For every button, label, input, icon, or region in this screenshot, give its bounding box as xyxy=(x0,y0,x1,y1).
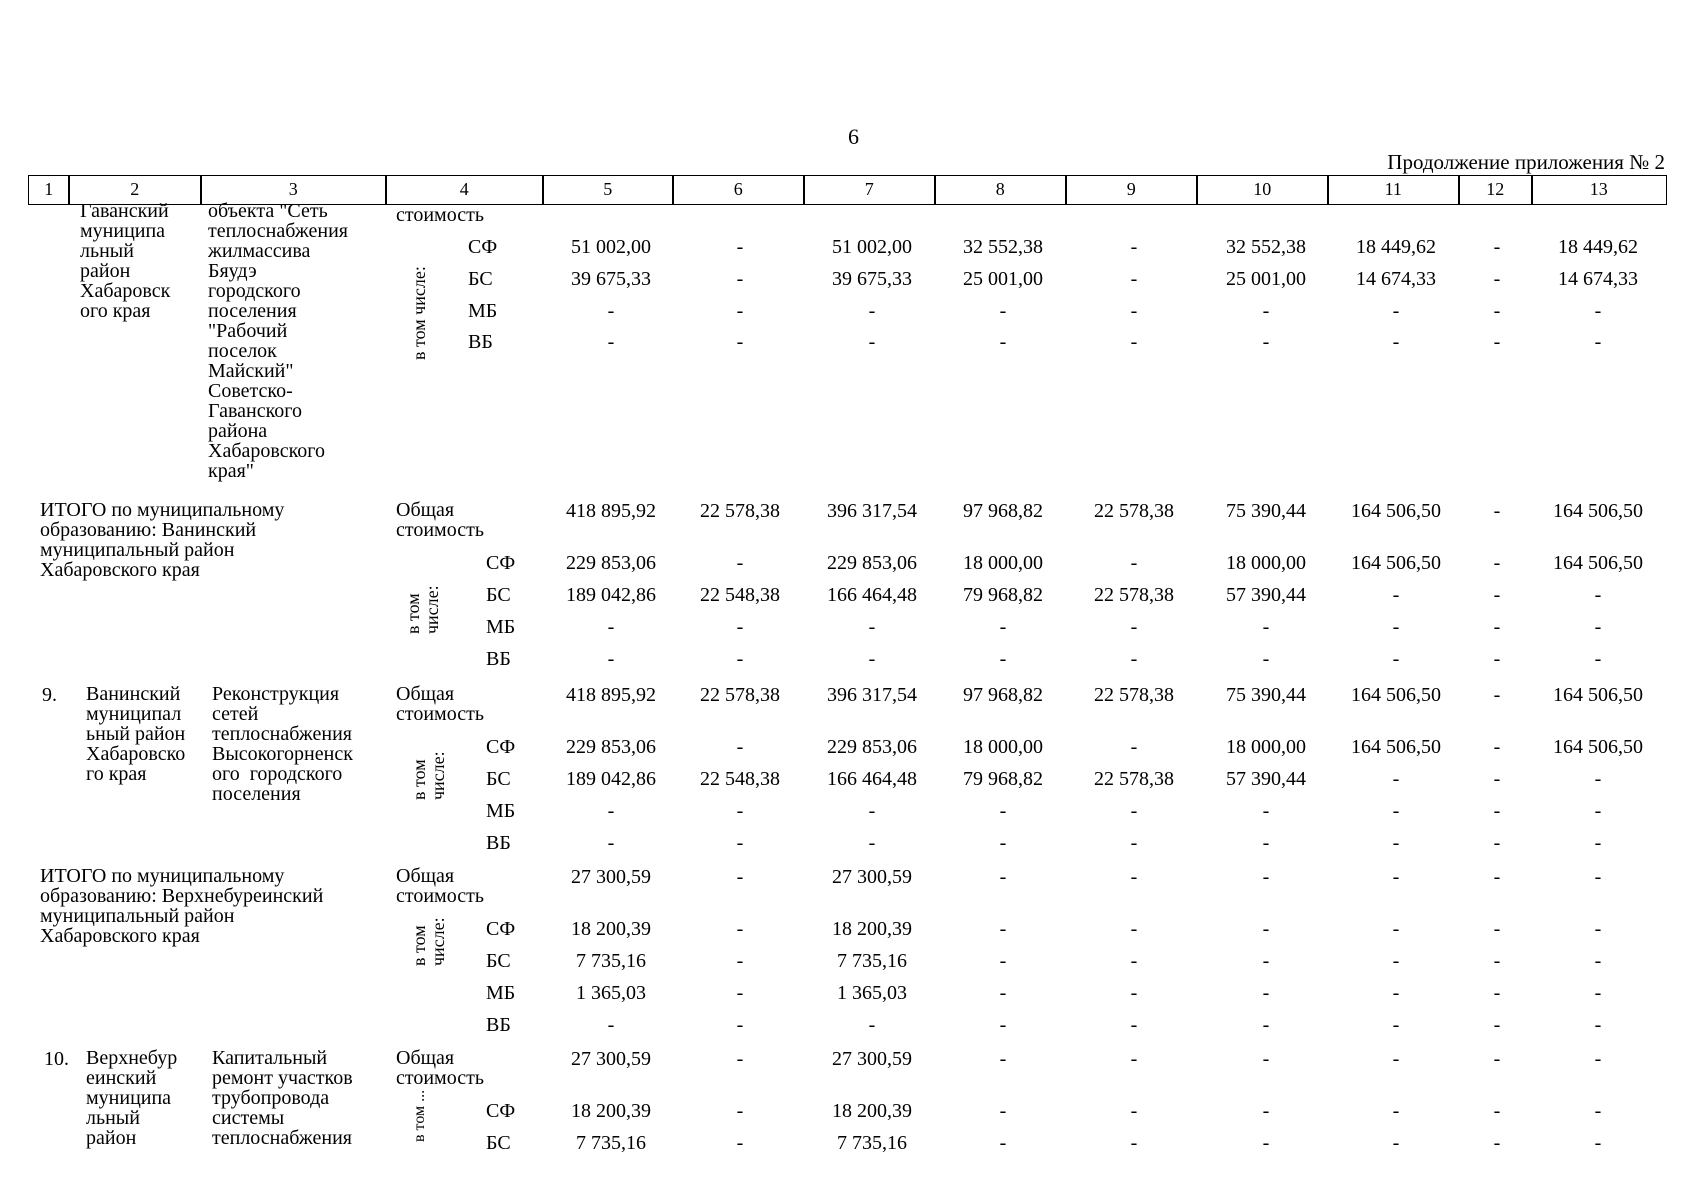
block-3-row-1-cell-13: 164 506,50 xyxy=(1553,736,1643,758)
block-1-row-3-cell-7: - xyxy=(868,300,876,322)
block-5-number: 10. xyxy=(44,1048,69,1070)
block-5-row-1-cell-7: 18 200,39 xyxy=(832,1100,912,1122)
block-1-row-4-cell-7: - xyxy=(868,331,876,353)
block-2-row-3-cell-10: - xyxy=(1262,616,1270,638)
block-1-row-3-cell-13: - xyxy=(1594,300,1602,322)
block-4-row-3-cell-10: - xyxy=(1262,982,1270,1004)
block-2-row-1-cell-11: 164 506,50 xyxy=(1351,552,1441,574)
block-4-row-3-cell-12: - xyxy=(1493,982,1501,1004)
column-header-10: 10 xyxy=(1196,175,1329,205)
block-5-district: Верхнебур еинский муниципа льный район xyxy=(86,1047,178,1149)
block-5-row-1-cell-12: - xyxy=(1493,1100,1501,1122)
block-5-total-row-cell-9: - xyxy=(1130,1048,1138,1070)
block-5-row-2-cell-11: - xyxy=(1392,1132,1400,1154)
block-3-row-2-cell-5: 189 042,86 xyxy=(566,768,656,790)
block-1-row-2-cell-12: - xyxy=(1493,268,1501,290)
block-5-total-row-cell-7: 27 300,59 xyxy=(832,1048,912,1070)
block-4-row-2-cell-7: 7 735,16 xyxy=(837,950,907,972)
block-3-total-row-cell-7: 396 317,54 xyxy=(827,684,917,706)
block-3-row-4-cell-13: - xyxy=(1594,832,1602,854)
block-1-row-3-cell-12: - xyxy=(1493,300,1501,322)
block-2-total-row-cell-11: 164 506,50 xyxy=(1351,500,1441,522)
column-header-5: 5 xyxy=(542,175,674,205)
block-4-total-row-cell-8: - xyxy=(999,866,1007,888)
block-2-total-row-cell-13: 164 506,50 xyxy=(1553,500,1643,522)
block-3-row-1-cell-5: 229 853,06 xyxy=(566,736,656,758)
block-3-total-label: Общая стоимость xyxy=(396,683,484,725)
block-1-fund-1: СФ xyxy=(468,236,498,258)
column-header-9: 9 xyxy=(1065,175,1198,205)
block-5-row-2-cell-10: - xyxy=(1262,1132,1270,1154)
block-4-row-4-cell-13: - xyxy=(1594,1014,1602,1036)
block-2-row-3-cell-12: - xyxy=(1493,616,1501,638)
block-5-object: Капитальный ремонт участков трубопровода системы теплоснабжения xyxy=(212,1047,353,1149)
block-2-row-1-cell-8: 18 000,00 xyxy=(963,552,1043,574)
block-3-total-row-cell-13: 164 506,50 xyxy=(1553,684,1643,706)
block-4-row-4-cell-6: - xyxy=(736,1014,744,1036)
block-4-row-3-cell-6: - xyxy=(736,982,744,1004)
block-3-row-2-cell-10: 57 390,44 xyxy=(1226,768,1306,790)
block-2-total-row-cell-8: 97 968,82 xyxy=(963,500,1043,522)
block-3-row-1-cell-9: - xyxy=(1130,736,1138,758)
block-4-fund-3: МБ xyxy=(486,982,516,1004)
block-1-row-4-cell-11: - xyxy=(1392,331,1400,353)
block-2-row-3-cell-9: - xyxy=(1130,616,1138,638)
block-2-row-4-cell-7: - xyxy=(868,648,876,670)
block-2-row-2-cell-13: - xyxy=(1594,584,1602,606)
block-4-row-1-cell-10: - xyxy=(1262,918,1270,940)
block-3-fund-1: СФ xyxy=(486,736,516,758)
block-3-total-row-cell-12: - xyxy=(1493,684,1501,706)
block-2-row-2-cell-12: - xyxy=(1493,584,1501,606)
block-4-row-2-cell-8: - xyxy=(999,950,1007,972)
block-5-row-1-cell-13: - xyxy=(1594,1100,1602,1122)
block-3-row-2-cell-7: 166 464,48 xyxy=(827,768,917,790)
block-1-fund-3: МБ xyxy=(468,300,498,322)
block-2-row-3-cell-8: - xyxy=(999,616,1007,638)
block-2-fund-4: ВБ xyxy=(486,648,511,670)
block-4-row-1-cell-8: - xyxy=(999,918,1007,940)
block-3-row-3-cell-13: - xyxy=(1594,800,1602,822)
block-3-row-1-cell-6: - xyxy=(736,736,744,758)
block-5-fund-2: БС xyxy=(486,1132,511,1154)
block-2-total-row-cell-12: - xyxy=(1493,500,1501,522)
block-5-total-row-cell-8: - xyxy=(999,1048,1007,1070)
block-3-total-row-cell-10: 75 390,44 xyxy=(1226,684,1306,706)
block-3-row-4-cell-8: - xyxy=(999,832,1007,854)
block-5-total-row-cell-6: - xyxy=(736,1048,744,1070)
block-1-row-1-cell-7: 51 002,00 xyxy=(832,236,912,258)
block-4-fund-2: БС xyxy=(486,950,511,972)
column-header-1: 1 xyxy=(28,175,70,205)
block-4-row-4-cell-5: - xyxy=(607,1014,615,1036)
block-5-row-2-cell-12: - xyxy=(1493,1132,1501,1154)
block-3-total-row-cell-6: 22 578,38 xyxy=(700,684,780,706)
block-3-total-row-cell-9: 22 578,38 xyxy=(1094,684,1174,706)
column-header-8: 8 xyxy=(934,175,1067,205)
block-1-row-3-cell-8: - xyxy=(999,300,1007,322)
block-4-row-2-cell-9: - xyxy=(1130,950,1138,972)
block-3-row-4-cell-9: - xyxy=(1130,832,1138,854)
block-3-row-1-cell-12: - xyxy=(1493,736,1501,758)
block-3-row-4-cell-11: - xyxy=(1392,832,1400,854)
block-1-row-3-cell-5: - xyxy=(607,300,615,322)
column-header-13: 13 xyxy=(1531,175,1667,205)
block-1-row-4-cell-13: - xyxy=(1594,331,1602,353)
block-5-row-1-cell-5: 18 200,39 xyxy=(571,1100,651,1122)
block-1-fund-2: БС xyxy=(468,268,493,290)
block-2-row-2-cell-5: 189 042,86 xyxy=(566,584,656,606)
block-1-row-3-cell-11: - xyxy=(1392,300,1400,322)
block-1-row-4-cell-10: - xyxy=(1262,331,1270,353)
block-4-total-row-cell-5: 27 300,59 xyxy=(571,866,651,888)
block-5-row-1-cell-9: - xyxy=(1130,1100,1138,1122)
block-1-row-4-cell-9: - xyxy=(1130,331,1138,353)
block-4-row-3-cell-13: - xyxy=(1594,982,1602,1004)
block-3-row-4-cell-12: - xyxy=(1493,832,1501,854)
block-1-total-label: стоимость xyxy=(396,204,484,226)
block-3-total-row-cell-11: 164 506,50 xyxy=(1351,684,1441,706)
block-4-total-row-cell-12: - xyxy=(1493,866,1501,888)
column-header-7: 7 xyxy=(803,175,936,205)
block-1-row-2-cell-13: 14 674,33 xyxy=(1558,268,1638,290)
block-4-row-2-cell-11: - xyxy=(1392,950,1400,972)
block-4-row-2-cell-13: - xyxy=(1594,950,1602,972)
block-4-row-2-cell-5: 7 735,16 xyxy=(576,950,646,972)
block-5-row-1-cell-10: - xyxy=(1262,1100,1270,1122)
block-2-total-row-cell-6: 22 578,38 xyxy=(700,500,780,522)
block-3-row-1-cell-10: 18 000,00 xyxy=(1226,736,1306,758)
block-3-row-3-cell-8: - xyxy=(999,800,1007,822)
block-2-row-1-cell-7: 229 853,06 xyxy=(827,552,917,574)
block-4-row-3-cell-5: 1 365,03 xyxy=(576,982,646,1004)
block-2-row-4-cell-11: - xyxy=(1392,648,1400,670)
block-1-row-1-cell-9: - xyxy=(1130,236,1138,258)
block-4-row-1-cell-12: - xyxy=(1493,918,1501,940)
column-header-11: 11 xyxy=(1327,175,1460,205)
block-1-row-4-cell-6: - xyxy=(736,331,744,353)
block-3-row-3-cell-9: - xyxy=(1130,800,1138,822)
block-3-object: Реконструкция сетей теплоснабжения Высокогорненск ого городского поселения xyxy=(212,683,353,805)
block-1-row-3-cell-10: - xyxy=(1262,300,1270,322)
block-2-row-1-cell-12: - xyxy=(1493,552,1501,574)
block-3-row-3-cell-6: - xyxy=(736,800,744,822)
block-2-row-1-cell-13: 164 506,50 xyxy=(1553,552,1643,574)
block-2-row-2-cell-10: 57 390,44 xyxy=(1226,584,1306,606)
block-1-row-4-cell-5: - xyxy=(607,331,615,353)
column-header-3: 3 xyxy=(200,175,387,205)
block-3-district: Ванинский муниципал ьный район Хабаровско го края xyxy=(86,683,186,785)
block-2-row-3-cell-7: - xyxy=(868,616,876,638)
block-3-row-1-cell-8: 18 000,00 xyxy=(963,736,1043,758)
block-5-row-2-cell-6: - xyxy=(736,1132,744,1154)
block-5-fund-1: СФ xyxy=(486,1100,516,1122)
block-2-row-3-cell-11: - xyxy=(1392,616,1400,638)
block-2-total-label: Общая стоимость xyxy=(396,499,484,541)
block-3-row-4-cell-5: - xyxy=(607,832,615,854)
block-4-row-2-cell-6: - xyxy=(736,950,744,972)
block-1-row-2-cell-9: - xyxy=(1130,268,1138,290)
block-4-row-4-cell-11: - xyxy=(1392,1014,1400,1036)
block-1-row-1-cell-10: 32 552,38 xyxy=(1226,236,1306,258)
block-4-row-4-cell-9: - xyxy=(1130,1014,1138,1036)
block-2-row-2-cell-9: 22 578,38 xyxy=(1094,584,1174,606)
block-1-object: объекта "Сеть теплоснабжения жилмассива Бяудэ городского поселения "Рабочий поселок Майский" Советско- Гаванского района Хабаровского края" xyxy=(208,200,348,482)
block-3-row-1-cell-11: 164 506,50 xyxy=(1351,736,1441,758)
block-5-total-row-cell-10: - xyxy=(1262,1048,1270,1070)
block-2-row-4-cell-6: - xyxy=(736,648,744,670)
block-3-in-total-label: в том числе: xyxy=(409,751,448,800)
block-5-row-1-cell-8: - xyxy=(999,1100,1007,1122)
block-4-row-1-cell-5: 18 200,39 xyxy=(571,918,651,940)
block-2-total-row-cell-10: 75 390,44 xyxy=(1226,500,1306,522)
block-4-row-1-cell-6: - xyxy=(736,918,744,940)
block-2-row-1-cell-9: - xyxy=(1130,552,1138,574)
block-5-row-1-cell-11: - xyxy=(1392,1100,1400,1122)
block-4-row-4-cell-7: - xyxy=(868,1014,876,1036)
block-1-row-1-cell-11: 18 449,62 xyxy=(1356,236,1436,258)
block-2-row-1-cell-10: 18 000,00 xyxy=(1226,552,1306,574)
block-4-row-3-cell-8: - xyxy=(999,982,1007,1004)
block-2-row-3-cell-6: - xyxy=(736,616,744,638)
block-3-total-row-cell-8: 97 968,82 xyxy=(963,684,1043,706)
block-4-row-2-cell-10: - xyxy=(1262,950,1270,972)
block-4-total-row-cell-13: - xyxy=(1594,866,1602,888)
block-2-row-4-cell-9: - xyxy=(1130,648,1138,670)
block-4-in-total-label: в том числе: xyxy=(409,917,448,966)
block-2-row-2-cell-8: 79 968,82 xyxy=(963,584,1043,606)
block-1-row-1-cell-8: 32 552,38 xyxy=(963,236,1043,258)
block-2-row-1-cell-6: - xyxy=(736,552,744,574)
block-4-total-label: Общая стоимость xyxy=(396,865,484,907)
block-2-fund-3: МБ xyxy=(486,616,516,638)
block-4-row-3-cell-11: - xyxy=(1392,982,1400,1004)
block-1-row-1-cell-6: - xyxy=(736,236,744,258)
block-5-total-row-cell-13: - xyxy=(1594,1048,1602,1070)
block-1-row-2-cell-8: 25 001,00 xyxy=(963,268,1043,290)
block-2-row-1-cell-5: 229 853,06 xyxy=(566,552,656,574)
block-2-row-2-cell-6: 22 548,38 xyxy=(700,584,780,606)
block-3-row-3-cell-11: - xyxy=(1392,800,1400,822)
block-4-total-row-cell-11: - xyxy=(1392,866,1400,888)
block-3-fund-3: МБ xyxy=(486,800,516,822)
block-4-row-4-cell-10: - xyxy=(1262,1014,1270,1036)
block-4-total-row-cell-9: - xyxy=(1130,866,1138,888)
block-2-row-3-cell-5: - xyxy=(607,616,615,638)
block-5-row-2-cell-13: - xyxy=(1594,1132,1602,1154)
column-header-2: 2 xyxy=(68,175,202,205)
block-4-row-1-cell-11: - xyxy=(1392,918,1400,940)
block-4-fund-4: ВБ xyxy=(486,1014,511,1036)
block-4-row-3-cell-9: - xyxy=(1130,982,1138,1004)
block-1-row-1-cell-12: - xyxy=(1493,236,1501,258)
block-2-total-row-cell-5: 418 895,92 xyxy=(566,500,656,522)
block-3-number: 9. xyxy=(42,684,57,706)
block-5-row-1-cell-6: - xyxy=(736,1100,744,1122)
block-5-total-label: Общая стоимость xyxy=(396,1047,484,1089)
block-4-itogo-label: ИТОГО по муниципальному образованию: Верхнебуреинский муниципальный район Хабаровского края xyxy=(40,865,324,947)
block-3-row-3-cell-10: - xyxy=(1262,800,1270,822)
block-1-row-1-cell-13: 18 449,62 xyxy=(1558,236,1638,258)
block-2-total-row-cell-9: 22 578,38 xyxy=(1094,500,1174,522)
block-2-row-4-cell-10: - xyxy=(1262,648,1270,670)
column-header-12: 12 xyxy=(1458,175,1533,205)
block-4-fund-1: СФ xyxy=(486,918,516,940)
block-3-fund-4: ВБ xyxy=(486,832,511,854)
block-1-row-2-cell-11: 14 674,33 xyxy=(1356,268,1436,290)
block-2-itogo-label: ИТОГО по муниципальному образованию: Ванинский муниципальный район Хабаровского края xyxy=(40,499,285,581)
block-5-total-row-cell-12: - xyxy=(1493,1048,1501,1070)
block-1-row-4-cell-12: - xyxy=(1493,331,1501,353)
block-3-row-1-cell-7: 229 853,06 xyxy=(827,736,917,758)
block-2-row-4-cell-13: - xyxy=(1594,648,1602,670)
column-header-6: 6 xyxy=(672,175,805,205)
block-3-row-2-cell-12: - xyxy=(1493,768,1501,790)
block-1-fund-4: ВБ xyxy=(468,331,493,353)
block-3-fund-2: БС xyxy=(486,768,511,790)
block-4-total-row-cell-7: 27 300,59 xyxy=(832,866,912,888)
block-2-row-4-cell-5: - xyxy=(607,648,615,670)
block-3-row-3-cell-12: - xyxy=(1493,800,1501,822)
block-3-row-2-cell-9: 22 578,38 xyxy=(1094,768,1174,790)
block-4-row-2-cell-12: - xyxy=(1493,950,1501,972)
block-1-row-1-cell-5: 51 002,00 xyxy=(571,236,651,258)
block-5-row-2-cell-8: - xyxy=(999,1132,1007,1154)
block-3-row-4-cell-7: - xyxy=(868,832,876,854)
block-4-row-1-cell-13: - xyxy=(1594,918,1602,940)
block-2-fund-2: БС xyxy=(486,584,511,606)
block-5-row-2-cell-9: - xyxy=(1130,1132,1138,1154)
block-1-row-3-cell-6: - xyxy=(736,300,744,322)
block-3-row-2-cell-8: 79 968,82 xyxy=(963,768,1043,790)
block-2-row-2-cell-11: - xyxy=(1392,584,1400,606)
block-4-row-1-cell-9: - xyxy=(1130,918,1138,940)
block-4-total-row-cell-10: - xyxy=(1262,866,1270,888)
block-5-row-2-cell-7: 7 735,16 xyxy=(837,1132,907,1154)
block-4-row-4-cell-12: - xyxy=(1493,1014,1501,1036)
block-1-row-2-cell-10: 25 001,00 xyxy=(1226,268,1306,290)
block-2-fund-1: СФ xyxy=(486,552,516,574)
block-2-row-2-cell-7: 166 464,48 xyxy=(827,584,917,606)
block-1-row-2-cell-6: - xyxy=(736,268,744,290)
block-2-row-3-cell-13: - xyxy=(1594,616,1602,638)
block-2-row-4-cell-12: - xyxy=(1493,648,1501,670)
block-1-row-4-cell-8: - xyxy=(999,331,1007,353)
block-3-row-2-cell-6: 22 548,38 xyxy=(700,768,780,790)
block-1-row-3-cell-9: - xyxy=(1130,300,1138,322)
block-1-row-2-cell-5: 39 675,33 xyxy=(571,268,651,290)
block-5-row-2-cell-5: 7 735,16 xyxy=(576,1132,646,1154)
block-5-total-row-cell-11: - xyxy=(1392,1048,1400,1070)
column-header-4: 4 xyxy=(385,175,544,205)
block-5-in-total-label: в том ... xyxy=(411,1089,428,1142)
block-4-row-4-cell-8: - xyxy=(999,1014,1007,1036)
block-3-row-4-cell-6: - xyxy=(736,832,744,854)
block-3-row-3-cell-5: - xyxy=(607,800,615,822)
block-4-row-3-cell-7: 1 365,03 xyxy=(837,982,907,1004)
block-1-row-2-cell-7: 39 675,33 xyxy=(832,268,912,290)
block-4-row-1-cell-7: 18 200,39 xyxy=(832,918,912,940)
block-3-row-2-cell-11: - xyxy=(1392,768,1400,790)
appendix-caption: Продолжение приложения № 2 xyxy=(1387,150,1665,174)
block-3-row-2-cell-13: - xyxy=(1594,768,1602,790)
block-3-row-3-cell-7: - xyxy=(868,800,876,822)
block-5-total-row-cell-5: 27 300,59 xyxy=(571,1048,651,1070)
block-2-row-4-cell-8: - xyxy=(999,648,1007,670)
block-2-in-total-label: в том числе: xyxy=(403,585,442,634)
block-3-total-row-cell-5: 418 895,92 xyxy=(566,684,656,706)
block-2-total-row-cell-7: 396 317,54 xyxy=(827,500,917,522)
page-number: 6 xyxy=(848,124,859,149)
block-1-district: Гаванский муниципа льный район Хабаровск ого края xyxy=(80,200,171,322)
block-3-row-4-cell-10: - xyxy=(1262,832,1270,854)
block-4-total-row-cell-6: - xyxy=(736,866,744,888)
block-1-in-total-label: в том числе: xyxy=(409,266,429,360)
